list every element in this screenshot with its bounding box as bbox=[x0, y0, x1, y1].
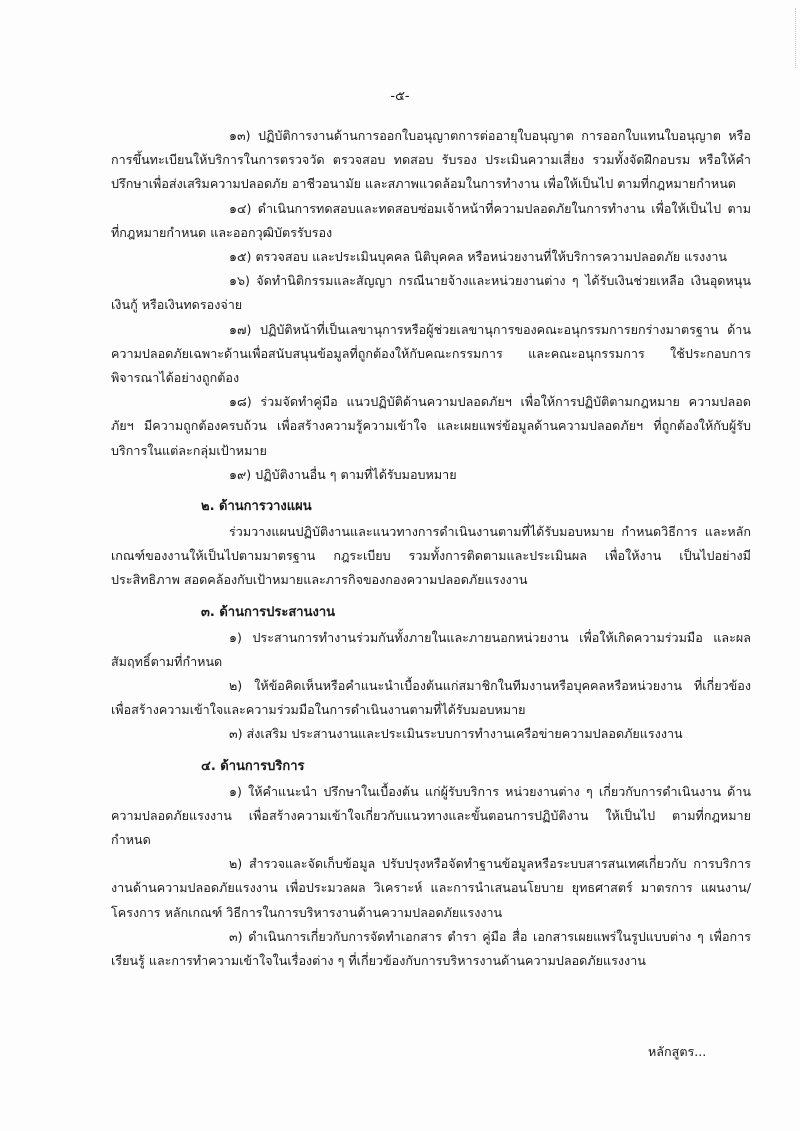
item-number: ๑) bbox=[229, 783, 242, 799]
list-item-15 bbox=[111, 245, 751, 269]
item-text: ร่วมจัดทำคู่มือ แนวปฏิบัติด้านความปลอดภัยฯ เพื่อให้การปฏิบัติตามกฎหมาย ความปลอดภัยฯ มีความถูกต้องครบถ้วน เพื่อสร้างความรู้ความเข้าใจ และเผยแพร่ข้อมูลด้านความปลอดภัยฯ ที่ถูกต้องให้กับผู้รับบริการในแต่ละกลุ่มเป้าหมาย bbox=[111, 394, 751, 458]
item-text: สำรวจและจัดเก็บข้อมูล ปรับปรุงหรือจัดทำฐานข้อมูลหรือระบบสารสนเทศเกี่ยวกับ การบริการงานด้านความปลอดภัยแรงงาน เพื่อประมวลผล วิเคราะห์ และการนำเสนอนโยบาย ยุทธศาสตร์ มาตรการ แผนงาน/โครงการ หลักเกณฑ์ วิธีการในการบริหารงานด้านความปลอดภัยแรงงาน bbox=[111, 856, 751, 920]
item-text: ส่งเสริม ประสานงานและประเมินระบบการทำงานเครือข่ายความปลอดภัยแรงงาน bbox=[246, 726, 683, 742]
item-number: ๑๓) bbox=[229, 128, 251, 143]
section-heading-planning: ๒. ด้านการวางแผน bbox=[201, 499, 312, 515]
item-text: ให้ข้อคิดเห็นหรือคำแนะนำเบื้องต้นแก่สมาชิกในทีมงานหรือบุคคลหรือหน่วยงาน ที่เกี่ยวข้อง เพื่อสร้างความเข้าใจและความร่วมมือในการดำเนินงานตามที่ได้รับมอบหมาย bbox=[111, 678, 751, 718]
item-text: จัดทำนิติกรรมและสัญญา กรณีนายจ้างและหน่วยงานต่าง ๆ ได้รับเงินช่วยเหลือ เงินอุดหนุน เงินกู้ หรือเงินทดรองจ่าย bbox=[111, 273, 751, 313]
list-item-19 bbox=[111, 463, 751, 487]
list-item-13 bbox=[111, 124, 751, 197]
section-heading-coordination: ๓. ด้านการประสานงาน bbox=[201, 604, 336, 620]
item-text: ให้คำแนะนำ ปรึกษาในเบื้องต้น แก่ผู้รับบริการ หน่วยงานต่าง ๆ เกี่ยวกับการดำเนินงาน ด้านความปลอดภัยแรงงาน เพื่อสร้างความเข้าใจเกี่ยวกับแนวทางและขั้นตอนการปฏิบัติงาน ให้เป็นไป ตามที่กฎหมายกำหนด bbox=[111, 783, 751, 848]
item-text: ปฏิบัติงานอื่น ๆ ตามที่ได้รับมอบหมาย bbox=[255, 466, 457, 482]
item-text: ดำเนินการเกี่ยวกับการจัดทำเอกสาร ตำรา คู่มือ สื่อ เอกสารเผยแพร่ในรูปแบบต่าง ๆ เพื่อการเรียนรู้ และการทำความเข้าใจในเรื่องต่าง ๆ ที่เกี่ยวข้องกับการบริหารงานด้านความปลอดภัยแรงงาน bbox=[111, 928, 751, 969]
item-number: ๒) bbox=[229, 678, 243, 694]
section-paragraph-planning: ร่วมวางแผนปฏิบัติงานและแนวทางการดำเนินงานตามที่ได้รับมอบหมาย กำหนดวิธีการ และหลักเกณฑ์ของงานให้เป็นไปตามมาตรฐาน กฎระเบียบ รวมทั้งการติดตามและประเมินผล เพื่อให้งาน เป็นไปอย่างมีประสิทธิภาพ สอดคล้องกับเป้าหมายและภารกิจของกองความปลอดภัยแรงงาน bbox=[111, 524, 751, 588]
item-number: ๑) bbox=[229, 629, 242, 645]
page-number: -๕- bbox=[390, 89, 410, 104]
item-number: ๑๙) bbox=[229, 466, 252, 482]
scan-edge-marks bbox=[791, 8, 796, 68]
item-number: ๓) bbox=[229, 928, 243, 944]
coordination-item-3 bbox=[111, 722, 751, 746]
item-number: ๑๕) bbox=[229, 249, 252, 265]
item-text: ประสานการทำงานร่วมกันทั้งภายในและภายนอกหน่วยงาน เพื่อให้เกิดความร่วมมือ และผลสัมฤทธิ์ตามที่กำหนด bbox=[111, 629, 751, 669]
list-item-16 bbox=[111, 269, 751, 317]
list-item-14 bbox=[111, 197, 751, 245]
item-number: ๑๗) bbox=[229, 321, 252, 337]
item-number: ๑๖) bbox=[229, 273, 250, 289]
item-text: ดำเนินการทดสอบและทดสอบซ่อมเจ้าหน้าที่ความปลอดภัยในการทำงาน เพื่อให้เป็นไป ตามที่กฎหมายกำหนด และออกวุฒิบัตรรับรอง bbox=[111, 200, 751, 240]
section-heading-service: ๔. ด้านการบริการ bbox=[201, 758, 305, 774]
list-item-18 bbox=[111, 390, 751, 463]
item-number: ๒) bbox=[229, 856, 243, 872]
item-text: ปฏิบัติหน้าที่เป็นเลขานุการหรือผู้ช่วยเลขานุการของคณะอนุกรรมการยกร่างมาตรฐาน ด้านความปลอดภัยเฉพาะด้านเพื่อสนับสนุนข้อมูลที่ถูกต้องให้กับคณะกรรมการ และคณะอนุกรรมการ ใช้ประกอบการพิจารณาได้อย่างถูกต้อง bbox=[111, 321, 751, 386]
list-item-17 bbox=[111, 318, 751, 391]
item-text: ปฏิบัติการงานด้านการออกใบอนุญาตการต่ออายุใบอนุญาต การออกใบแทนใบอนุญาต หรือการขึ้นทะเบียนให้บริการในการตรวจวัด ตรวจสอบ ทดสอบ รับรอง ประเมินความเสี่ยง รวมทั้งจัดฝึกอบรม หรือให้คำปรึกษาเพื่อส่งเสริมความปลอดภัย อาชีวอนามัย และสภาพแวดล้อมในการทำงาน เพื่อให้เป็นไป ตามที่กฎหมายกำหนด bbox=[111, 128, 751, 192]
item-number: ๑๔) bbox=[229, 200, 252, 216]
service-item-1 bbox=[111, 780, 751, 853]
service-item-3 bbox=[111, 925, 751, 973]
service-item-2 bbox=[111, 852, 751, 925]
coordination-item-2 bbox=[111, 674, 751, 722]
item-number: ๑๘) bbox=[229, 394, 252, 410]
item-number: ๓) bbox=[229, 726, 243, 742]
item-text: ตรวจสอบ และประเมินบุคคล นิติบุคคล หรือหน่วยงานที่ให้บริการความปลอดภัย แรงงาน bbox=[255, 249, 728, 265]
document-body bbox=[111, 124, 751, 973]
continuation-text: หลักสูตร... bbox=[648, 1044, 707, 1059]
coordination-item-1 bbox=[111, 626, 751, 674]
